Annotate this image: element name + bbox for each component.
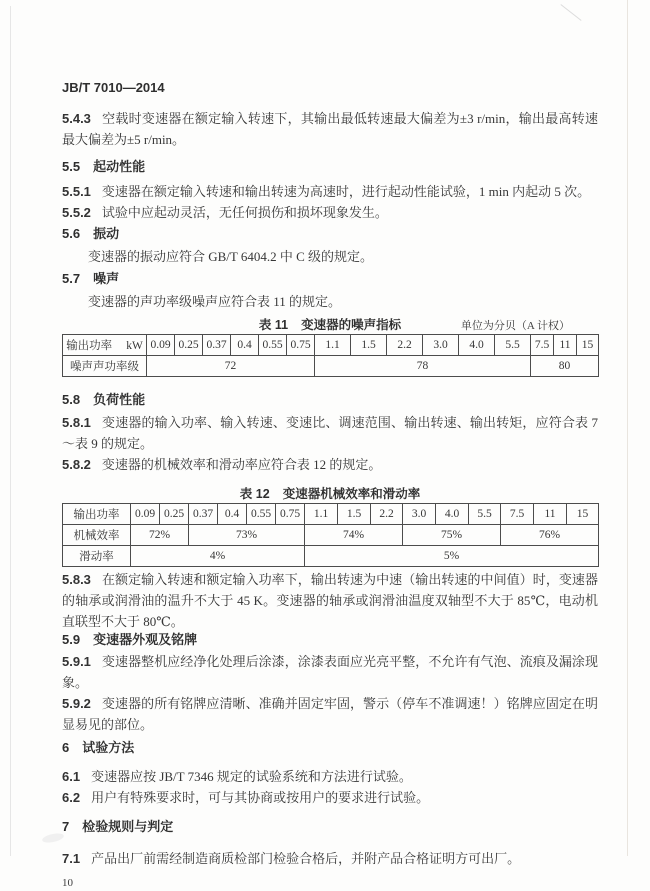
table-cell: 76% [501, 525, 599, 546]
table12-caption-label: 表 12 [239, 487, 270, 501]
section-number: 5.9.1 [62, 654, 91, 669]
table-cell: 11 [534, 504, 567, 525]
heading-5-5 [62, 159, 598, 175]
heading-number: 5.9 [62, 632, 81, 647]
section-number: 5.9.2 [62, 696, 91, 711]
table-cell: 1.5 [351, 335, 387, 356]
section-text: 变速器的机械效率和滑动率应符合表 12 的规定。 [101, 457, 382, 472]
heading-number: 5.8 [62, 392, 81, 407]
table-cell: 15 [567, 504, 599, 525]
section-text: 空载时变速器在额定输入转速下，其输出最低转速最大偏差为±3 r/min，输出最高转速最大偏差为±5 r/min。 [62, 111, 598, 147]
table12-caption [62, 485, 598, 503]
page-content [62, 80, 598, 891]
heading-number: 7 [62, 819, 70, 834]
table-row [63, 525, 599, 546]
section-group-5-9 [62, 651, 598, 735]
section-5-9-2 [62, 693, 598, 735]
heading-6 [62, 740, 598, 756]
table-cell: 0.4 [218, 504, 247, 525]
section-5-8-1 [62, 412, 598, 454]
table-row [63, 504, 599, 525]
table-cell: 2.2 [387, 335, 423, 356]
section-text: 试验中应起动灵活，无任何损伤和损坏现象发生。 [101, 205, 388, 220]
table-cell: 0.37 [189, 504, 218, 525]
table12-power-label-cell: 输出功率 [63, 504, 131, 525]
table12-caption-title: 变速器机械效率和滑动率 [282, 487, 421, 501]
section-5-8-3 [62, 569, 598, 632]
table-cell: 0.75 [287, 335, 315, 356]
table12-slip-label-cell: 滑动率 [63, 546, 131, 567]
section-text: 变速器的输入功率、输入转速、变速比、调速范围、输出转速、输出转矩，应符合表 7～表 9 的规定。 [62, 415, 598, 451]
heading-5-9 [62, 632, 598, 648]
table-cell: 1.1 [305, 504, 338, 525]
scan-edge-line-left [10, 6, 11, 856]
section-text: 变速器在额定输入转速和输出转速为高速时，进行起动性能试验，1 min 内起动 5 次。 [101, 184, 591, 199]
table-cell: 5% [305, 546, 599, 567]
table-11-noise-indicators [62, 334, 599, 377]
table-cell: 11 [554, 335, 577, 356]
table-cell: 1.1 [315, 335, 351, 356]
table-cell: 0.25 [160, 504, 189, 525]
table-cell: 3.0 [403, 504, 436, 525]
table-cell: 78 [315, 356, 531, 377]
section-number: 7.1 [62, 851, 81, 866]
table-cell: 0.09 [147, 335, 175, 356]
table-cell: 0.75 [276, 504, 305, 525]
section-6-2 [62, 787, 598, 808]
heading-number: 6 [62, 740, 70, 755]
heading-title: 起动性能 [93, 159, 146, 174]
section-text: 变速器整机应经净化处理后涂漆，涂漆表面应光亮平整，不允许有气泡、流痕及漏涂现象。 [62, 654, 598, 690]
table-cell: 5.5 [495, 335, 531, 356]
section-group-6 [62, 766, 598, 808]
section-5-5-2 [62, 202, 598, 223]
section-number: 6.1 [62, 769, 81, 784]
heading-title: 试验方法 [82, 740, 135, 755]
scan-edge-line-right [627, 0, 628, 856]
table-cell: 0.37 [203, 335, 231, 356]
section-text: 产品出厂前需经制造商质检部门检验合格后，并附产品合格证明方可出厂。 [91, 851, 521, 866]
heading-5-7 [62, 271, 598, 287]
section-number: 5.8.2 [62, 457, 91, 472]
table-cell: 73% [189, 525, 305, 546]
section-number: 5.5.1 [62, 184, 91, 199]
heading-5-8 [62, 392, 598, 408]
heading-title: 变速器外观及铭牌 [93, 632, 198, 647]
table12-efficiency-label-cell: 机械效率 [63, 525, 131, 546]
table11-power-label-cell [63, 335, 147, 356]
table-cell: 3.0 [423, 335, 459, 356]
table-cell: 4.0 [459, 335, 495, 356]
section-6-1 [62, 766, 598, 787]
table-cell: 5.5 [469, 504, 501, 525]
table-cell: 1.5 [338, 504, 371, 525]
section-5-5-1 [62, 181, 598, 202]
table-cell: 15 [577, 335, 599, 356]
heading-number: 5.6 [62, 226, 81, 241]
table-cell: 4% [131, 546, 305, 567]
section-number: 5.8.3 [62, 572, 91, 587]
section-group-5-8 [62, 412, 598, 475]
heading-title: 噪声 [93, 271, 120, 286]
table-row [63, 356, 599, 377]
heading-title: 振动 [93, 226, 120, 241]
table11-noise-label-cell: 噪声声功率级 [63, 356, 147, 377]
table-cell: 0.4 [231, 335, 259, 356]
table-cell: 0.55 [247, 504, 276, 525]
table-cell: 0.09 [131, 504, 160, 525]
heading-number: 5.5 [62, 159, 81, 174]
table-cell: 74% [305, 525, 403, 546]
table-cell: 80 [531, 356, 599, 377]
table11-caption-title: 变速器的噪声指标 [301, 318, 402, 332]
table11-caption-label: 表 11 [258, 318, 289, 332]
section-5-8-2 [62, 454, 598, 475]
section-number: 5.4.3 [62, 111, 91, 126]
scan-scratch-mark [560, 4, 581, 21]
table12-caption-row [62, 485, 598, 503]
section-number: 5.5.2 [62, 205, 91, 220]
table-row [63, 335, 599, 356]
section-7-1 [62, 848, 598, 869]
table-row [63, 546, 599, 567]
table-cell: 4.0 [436, 504, 469, 525]
power-unit: kW [126, 340, 143, 352]
table-cell: 7.5 [501, 504, 534, 525]
section-5-4-3 [62, 108, 598, 150]
table-cell: 0.25 [175, 335, 203, 356]
table-12-efficiency-slip [62, 503, 599, 567]
heading-title: 负荷性能 [93, 392, 146, 407]
heading-title: 检验规则与判定 [82, 819, 174, 834]
page-number: 10 [62, 877, 73, 889]
table-cell: 75% [403, 525, 501, 546]
section-number: 5.8.1 [62, 415, 91, 430]
section-group-5-5 [62, 181, 598, 223]
table11-caption-row [62, 316, 598, 334]
document-header: JB/T 7010—2014 [62, 80, 165, 95]
section-5-9-1 [62, 651, 598, 693]
table-cell: 2.2 [371, 504, 403, 525]
table-cell: 0.55 [259, 335, 287, 356]
section-number: 6.2 [62, 790, 81, 805]
power-label: 输出功率 [66, 340, 113, 352]
section-text: 用户有特殊要求时，可与其协商或按用户的要求进行试验。 [91, 790, 430, 805]
paragraph-5-6: 变速器的振动应符合 GB/T 6404.2 中 C 级的规定。 [88, 249, 374, 264]
section-text: 在额定输入转速和额定输入功率下，输出转速为中速（输出转速的中间值）时，变速器的轴承或润滑油的温升不大于 45 K。变速器的轴承或润滑油温度双轴型不大于 85℃，电动机直联型不大于 80℃。 [62, 572, 598, 629]
heading-5-6 [62, 226, 598, 242]
paragraph-5-7: 变速器的声功率级噪声应符合表 11 的规定。 [88, 294, 342, 309]
heading-7 [62, 819, 598, 835]
table-cell: 72 [147, 356, 315, 377]
section-text: 变速器应按 JB/T 7346 规定的试验系统和方法进行试验。 [91, 769, 412, 784]
table-cell: 72% [131, 525, 189, 546]
heading-number: 5.7 [62, 271, 81, 286]
table11-unit-note: 单位为分贝（A 计权） [460, 320, 570, 332]
table-cell: 7.5 [531, 335, 554, 356]
section-text: 变速器的所有铭牌应清晰、准确并固定牢固，警示（停车不准调速！）铭牌应固定在明显易见的部位。 [62, 696, 598, 732]
